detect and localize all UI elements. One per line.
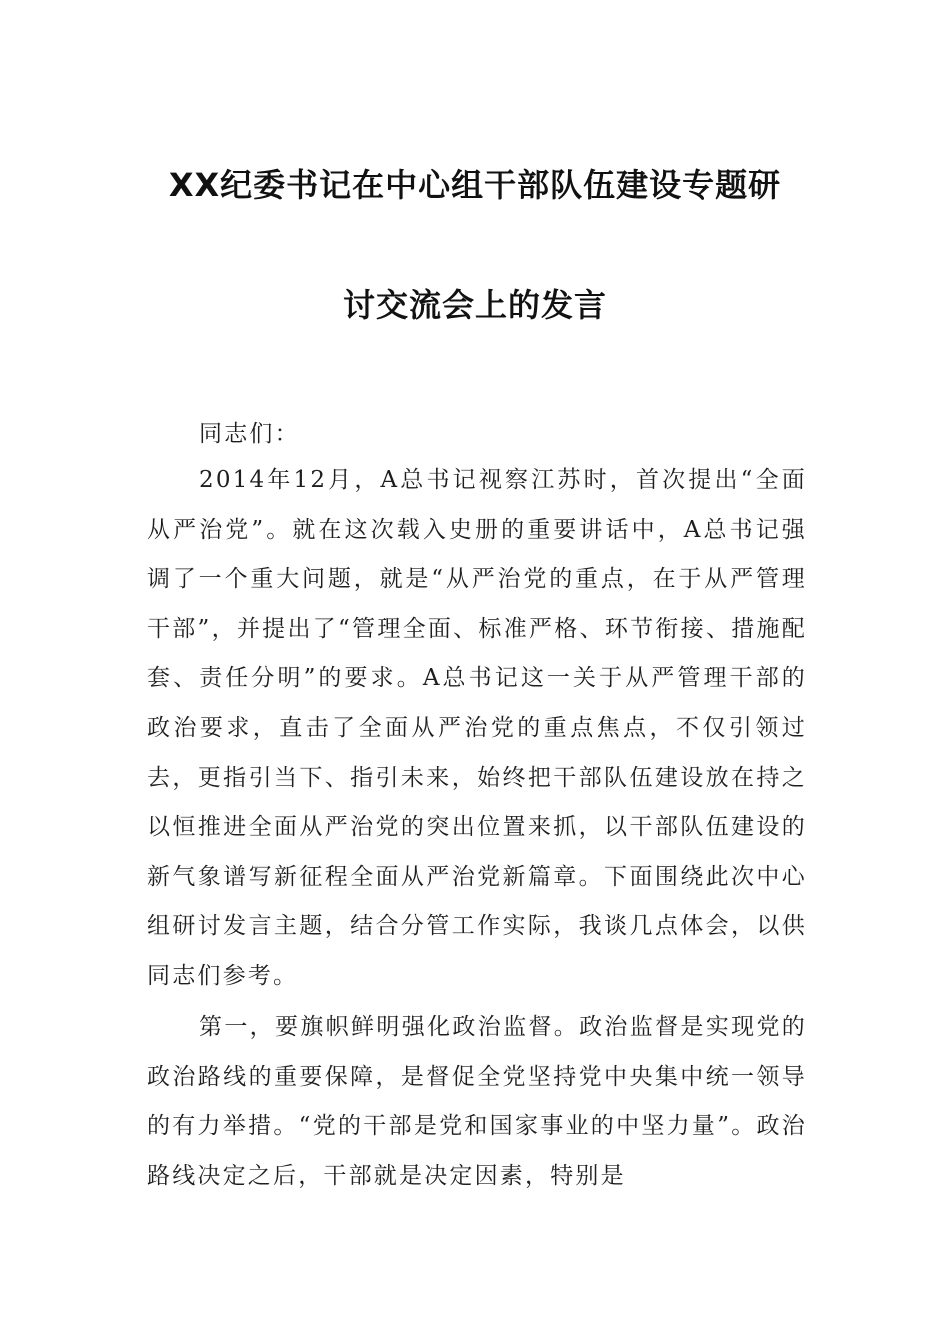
paragraph-text: 2014年12月，A总书记视察江苏时，首次提出“全面从严治党”。就在这次载入史册的重要讲话中，A总书记强调了一个重大问题，就是“从严治党的重点，在于从严管理干部”，并提出了“管理全面、标准严格、环节衔接、措施配套、责任分明”的要求。A总书记这一关于从严管理干部的政治要求，直击了全面从严治党的重点焦点，不仅引领过去，更指引当下、指引未来，始终把干部队伍建设放在持之以恒推进全面从严治党的突出位置来抓，以干部队伍建设的新气象谱写新征程全面从严治党新篇章。下面围绕此次中心组研讨发言主题，结合分管工作实际，我谈几点体会，以供同志们参考。	[147, 467, 807, 989]
paragraph-text: 第一，要旗帜鲜明强化政治监督。政治监督是实现党的政治路线的重要保障，是督促全党坚持党中央集中统一领导的有力举措。“党的干部是党和国家事业的中坚力量”。政治路线决定之后，干部就是决定因素，特别是	[147, 1014, 807, 1189]
document-title-line-1: XX纪委书记在中心组干部队伍建设专题研	[168, 166, 782, 204]
document-title-line-2: 讨交流会上的发言	[342, 286, 607, 324]
body-paragraph-2	[147, 1003, 807, 1201]
salutation-text: 同志们：	[199, 421, 300, 447]
salutation	[147, 410, 807, 460]
body-paragraph-1	[147, 456, 807, 1002]
